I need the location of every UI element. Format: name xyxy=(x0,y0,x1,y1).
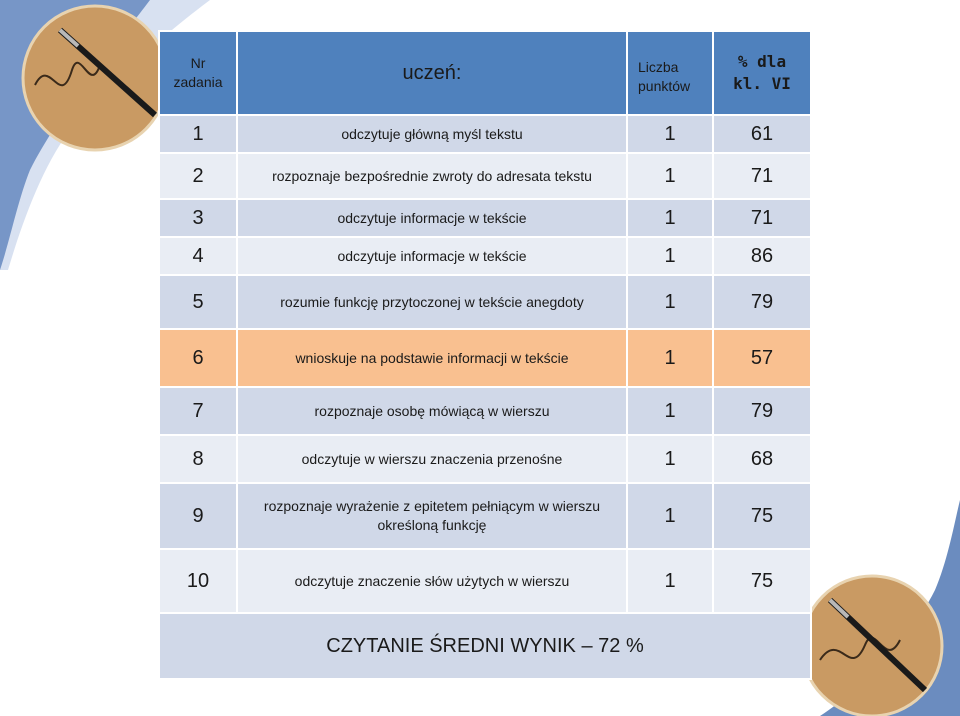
summary-text: CZYTANIE ŚREDNI WYNIK – 72 % xyxy=(159,613,811,679)
table-header xyxy=(159,31,811,115)
row-points: 1 xyxy=(627,153,713,199)
row-points: 1 xyxy=(627,435,713,483)
row-number: 5 xyxy=(159,275,237,329)
row-description: odczytuje w wierszu znaczenia przenośne xyxy=(237,435,627,483)
row-description: rozumie funkcję przytoczonej w tekście anegdoty xyxy=(237,275,627,329)
header-uczen: uczeń: xyxy=(237,31,627,115)
row-points: 1 xyxy=(627,387,713,435)
row-number: 2 xyxy=(159,153,237,199)
row-percent: 75 xyxy=(713,483,811,549)
row-number: 4 xyxy=(159,237,237,275)
table-row xyxy=(159,387,811,435)
row-number: 10 xyxy=(159,549,237,613)
table-row xyxy=(159,549,811,613)
row-percent: 79 xyxy=(713,275,811,329)
row-percent: 61 xyxy=(713,115,811,153)
row-description: rozpoznaje bezpośrednie zwroty do adresata tekstu xyxy=(237,153,627,199)
row-description: odczytuje znaczenie słów użytych w wierszu xyxy=(237,549,627,613)
header-procent: % dla kl. VI xyxy=(713,31,811,115)
row-description: odczytuje główną myśl tekstu xyxy=(237,115,627,153)
header-nr: Nr zadania xyxy=(159,31,237,115)
table-row xyxy=(159,199,811,237)
row-description: rozpoznaje osobę mówiącą w wierszu xyxy=(237,387,627,435)
table-row xyxy=(159,115,811,153)
table-row xyxy=(159,435,811,483)
row-percent: 86 xyxy=(713,237,811,275)
row-points: 1 xyxy=(627,115,713,153)
pen-signature-image-top xyxy=(23,6,167,150)
row-points: 1 xyxy=(627,199,713,237)
row-points: 1 xyxy=(627,329,713,387)
row-number: 8 xyxy=(159,435,237,483)
row-percent: 79 xyxy=(713,387,811,435)
pen-signature-image-bottom xyxy=(802,576,942,716)
row-percent: 71 xyxy=(713,199,811,237)
row-percent: 57 xyxy=(713,329,811,387)
row-description: odczytuje informacje w tekście xyxy=(237,199,627,237)
row-number: 7 xyxy=(159,387,237,435)
table-row xyxy=(159,237,811,275)
table-row xyxy=(159,153,811,199)
row-points: 1 xyxy=(627,483,713,549)
summary-row xyxy=(159,613,811,679)
row-points: 1 xyxy=(627,549,713,613)
results-table xyxy=(158,30,812,680)
row-description: rozpoznaje wyrażenie z epitetem pełniącym w wierszu określoną funkcję xyxy=(237,483,627,549)
table-row-highlighted xyxy=(159,329,811,387)
row-percent: 71 xyxy=(713,153,811,199)
table-row xyxy=(159,275,811,329)
row-percent: 75 xyxy=(713,549,811,613)
row-number: 6 xyxy=(159,329,237,387)
row-number: 1 xyxy=(159,115,237,153)
row-number: 3 xyxy=(159,199,237,237)
row-points: 1 xyxy=(627,275,713,329)
row-description: odczytuje informacje w tekście xyxy=(237,237,627,275)
row-percent: 68 xyxy=(713,435,811,483)
header-liczba-punktow: Liczba punktów xyxy=(627,31,713,115)
table-row xyxy=(159,483,811,549)
row-description: wnioskuje na podstawie informacji w tekście xyxy=(237,329,627,387)
row-number: 9 xyxy=(159,483,237,549)
row-points: 1 xyxy=(627,237,713,275)
